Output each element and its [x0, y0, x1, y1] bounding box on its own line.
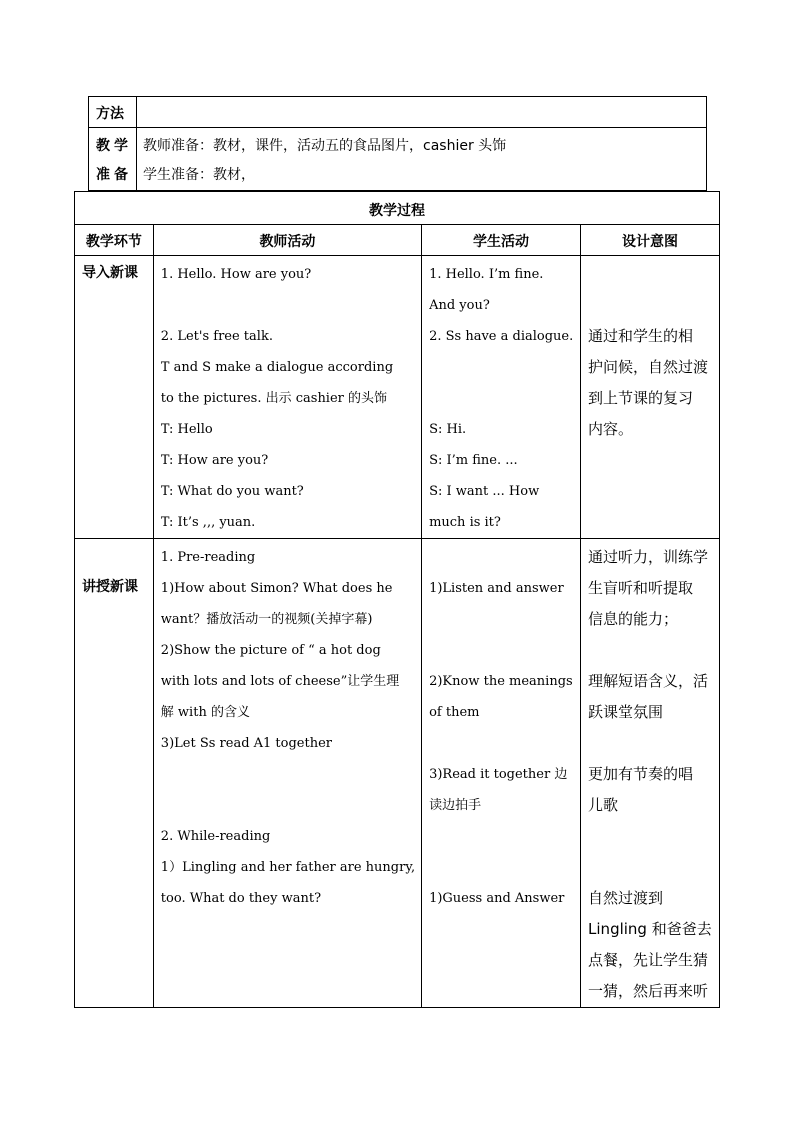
table-title: 教学过程	[369, 203, 425, 219]
text-line: 2. While-reading	[160, 829, 271, 844]
row2-teacher-cell	[153, 539, 421, 1008]
text-line	[588, 852, 713, 883]
text-line	[161, 914, 415, 945]
text-line: want？播放活动一的视频(关掉字幕)	[160, 612, 373, 627]
text-line	[161, 759, 415, 790]
row2-stage-cell	[75, 539, 154, 1008]
top-table	[88, 96, 707, 191]
text-line: 读边拍手	[429, 798, 482, 813]
row1-design-cell	[581, 256, 720, 539]
text-line	[429, 914, 574, 945]
row1-stage: 导入新课	[82, 265, 138, 281]
text-line	[161, 290, 415, 321]
text-line: 通过和学生的相	[588, 327, 694, 345]
method-value-cell	[137, 97, 707, 128]
row1-teacher-cell	[153, 256, 421, 539]
text-line: 2)Know the meanings	[429, 674, 573, 689]
text-line: 一猜，然后再来听	[588, 982, 709, 1000]
text-line: And you?	[429, 298, 490, 313]
text-line: with lots and lots of cheese”让学生理	[160, 674, 400, 689]
text-line: 3)Let Ss read A1 together	[160, 736, 333, 751]
text-line	[588, 821, 713, 852]
row1-teacher-activity	[154, 256, 421, 538]
text-line: 护问候，自然过渡	[588, 358, 709, 376]
text-line	[429, 635, 574, 666]
text-line	[588, 259, 713, 290]
text-line: 解 with 的含义	[160, 705, 250, 720]
row1-design-intent	[581, 256, 719, 445]
teacher-prep: 教师准备：教材，课件，活动五的食品图片，cashier 头饰	[143, 138, 507, 154]
prep-label-line-2: 准备	[96, 167, 132, 183]
row2-student-cell	[422, 539, 581, 1008]
text-line	[429, 604, 574, 635]
text-line: 1)Guess and Answer	[429, 891, 565, 906]
text-line	[429, 821, 574, 852]
text-line	[588, 728, 713, 759]
text-line: 点餐，先让学生猜	[588, 951, 709, 969]
text-line: 信息的能力；	[588, 610, 679, 628]
row1-student-cell	[422, 256, 581, 539]
text-line	[588, 290, 713, 321]
header-student: 学生活动	[422, 225, 581, 256]
text-line	[161, 945, 415, 976]
text-line	[429, 542, 574, 573]
text-line	[429, 728, 574, 759]
text-line: 自然过渡到	[588, 889, 664, 907]
row2-stage: 讲授新课	[82, 579, 138, 595]
text-line: 2)Show the picture of “ a hot dog	[160, 643, 381, 658]
text-line: T: Hello	[160, 422, 213, 437]
text-line: T: What do you want?	[160, 484, 304, 499]
text-line: 理解短语含义，活	[588, 672, 709, 690]
student-prep: 学生准备：教材，	[143, 167, 255, 183]
teaching-process-table	[74, 191, 720, 1008]
text-line: of them	[429, 705, 480, 720]
text-line: T: It’s ,,, yuan.	[160, 515, 256, 530]
text-line: 1. Hello. I’m fine.	[429, 267, 544, 282]
row2-teacher-activity	[154, 539, 421, 976]
row1-student-activity	[422, 256, 580, 538]
title-cell	[75, 192, 720, 225]
text-line: T and S make a dialogue according	[160, 360, 394, 375]
text-line: 跃课堂氛围	[588, 703, 664, 721]
text-line: T: How are you?	[160, 453, 269, 468]
text-line: S: I’m fine. ...	[429, 453, 518, 468]
text-line: 1. Pre-reading	[160, 550, 256, 565]
text-line: 儿歌	[588, 796, 619, 814]
text-line: too. What do they want?	[160, 891, 322, 906]
text-line: 生盲听和听提取	[588, 579, 694, 597]
text-line	[161, 790, 415, 821]
text-line: 1)Listen and answer	[429, 581, 564, 596]
text-line: 3)Read it together 边	[429, 767, 568, 782]
prep-value-cell	[137, 128, 707, 191]
header-stage: 教学环节	[75, 225, 154, 256]
text-line: 2. Let's free talk.	[160, 329, 273, 344]
text-line: much is it?	[429, 515, 501, 530]
text-line: 到上节课的复习	[588, 389, 694, 407]
text-line: 内容。	[588, 420, 634, 438]
row2-student-activity	[422, 539, 580, 976]
header-design: 设计意图	[581, 225, 720, 256]
text-line: S: Hi.	[429, 422, 467, 437]
text-line: S: I want ... How	[429, 484, 540, 499]
text-line	[429, 945, 574, 976]
text-line: 2. Ss have a dialogue.	[429, 329, 574, 344]
text-line	[429, 352, 574, 383]
method-label: 方法	[96, 106, 124, 122]
prep-label-line-1: 教学	[96, 138, 132, 154]
text-line: 1)How about Simon? What does he	[160, 581, 393, 596]
text-line	[429, 383, 574, 414]
prep-label-cell	[89, 128, 137, 191]
row2-design-cell	[581, 539, 720, 1008]
text-line: Lingling 和爸爸去	[588, 920, 712, 938]
row2-design-intent	[581, 539, 719, 1007]
text-line	[429, 852, 574, 883]
text-line: 1）Lingling and her father are hungry,	[160, 860, 416, 875]
header-teacher: 教师活动	[153, 225, 421, 256]
text-line: 更加有节奏的唱	[588, 765, 694, 783]
text-line: to the pictures. 出示 cashier 的头饰	[160, 391, 388, 406]
method-label-cell	[89, 97, 137, 128]
text-line: 通过听力，训练学	[588, 548, 709, 566]
text-line	[588, 635, 713, 666]
row1-stage-cell	[75, 256, 154, 539]
text-line: 1. Hello. How are you?	[160, 267, 312, 282]
